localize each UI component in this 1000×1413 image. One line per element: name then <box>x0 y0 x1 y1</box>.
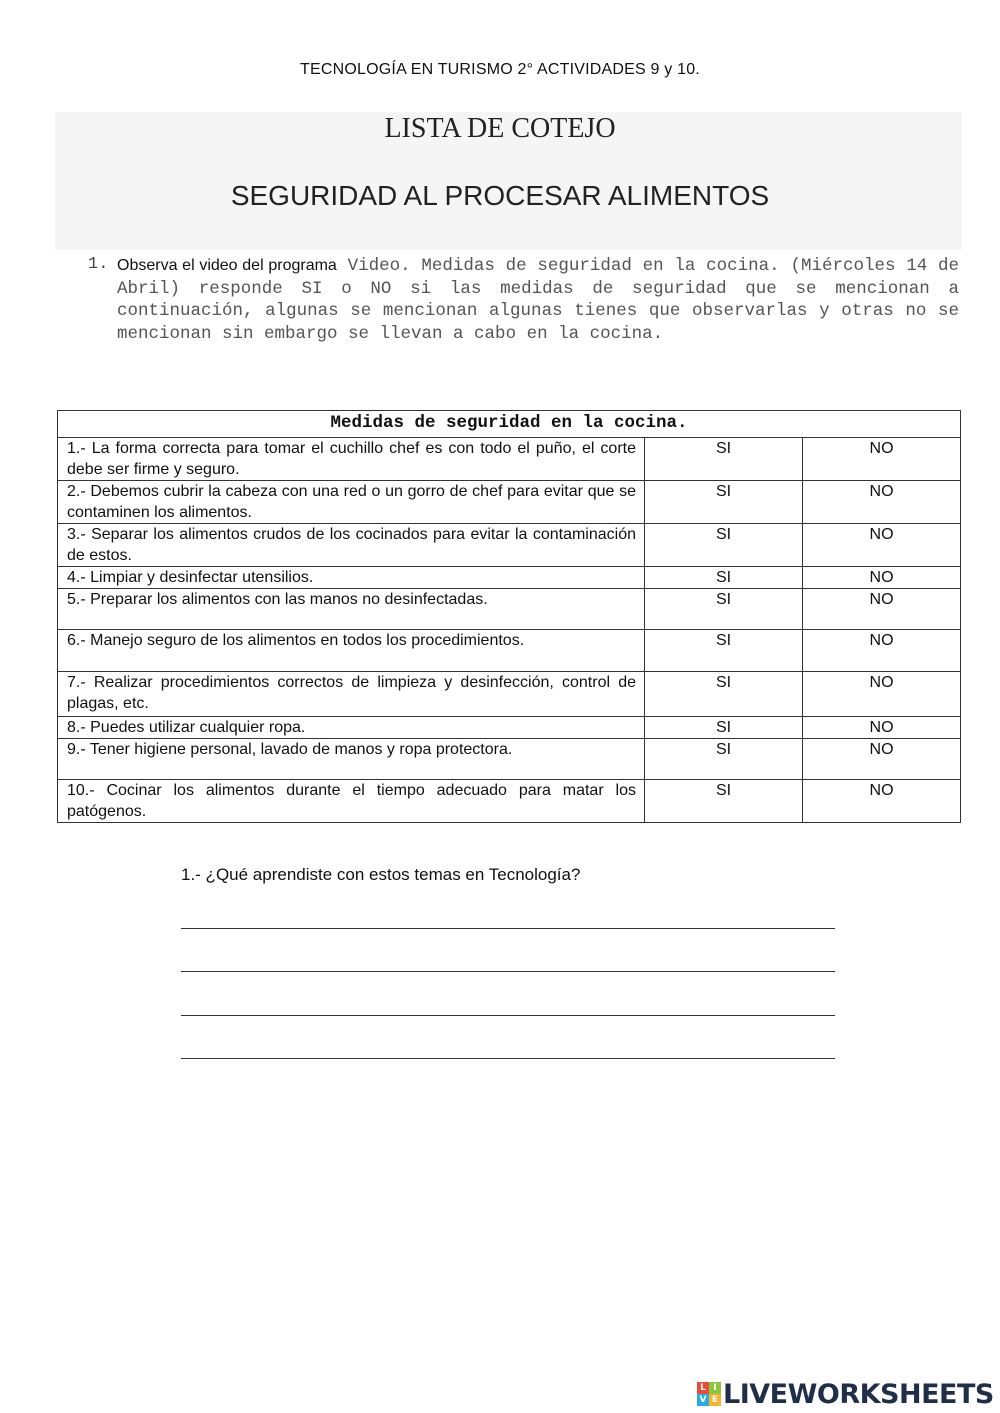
statement-7: 7.- Realizar procedimientos correctos de limpieza y desinfección, control de plagas, etc. <box>58 672 645 717</box>
table-row <box>58 630 961 672</box>
logo-tile-i: I <box>709 1382 721 1394</box>
instruction-lead: Observa el video del programa <box>117 257 337 274</box>
table-row <box>58 567 961 589</box>
subject-line: TECNOLOGÍA EN TURISMO 2° ACTIVIDADES 9 y 10. <box>300 61 700 78</box>
safety-checklist-table <box>57 410 961 823</box>
table-row <box>58 481 961 524</box>
instruction-number: 1. <box>88 255 109 274</box>
logo-tile-l: L <box>697 1382 709 1394</box>
title-topic: SEGURIDAD AL PROCESAR ALIMENTOS <box>230 180 770 211</box>
option-no-1[interactable]: NO <box>803 438 961 481</box>
table-row <box>58 672 961 717</box>
answer-line-1[interactable] <box>181 928 835 929</box>
answer-line-4[interactable] <box>181 1058 835 1059</box>
option-no-9[interactable]: NO <box>803 739 961 780</box>
option-no-10[interactable]: NO <box>803 780 961 823</box>
statement-3: 3.- Separar los alimentos crudos de los cocinados para evitar la contaminación de estos. <box>58 524 645 567</box>
logo-tile-v: V <box>697 1394 709 1406</box>
liveworksheets-logo <box>697 1379 994 1409</box>
table-header: Medidas de seguridad en la cocina. <box>58 411 961 438</box>
instruction-text <box>117 255 959 346</box>
liveworksheets-brand: LIVEWORKSHEETS <box>723 1378 994 1410</box>
statement-4: 4.- Limpiar y desinfectar utensilios. <box>58 567 645 589</box>
statement-1: 1.- La forma correcta para tomar el cuchillo chef es con todo el puño, el corte debe ser firme y seguro. <box>58 438 645 481</box>
table-row <box>58 717 961 739</box>
option-no-6[interactable]: NO <box>803 630 961 672</box>
statement-10: 10.- Cocinar los alimentos durante el tiempo adecuado para matar los patógenos. <box>58 780 645 823</box>
table-row <box>58 780 961 823</box>
statement-5: 5.- Preparar los alimentos con las manos no desinfectadas. <box>58 589 645 630</box>
statement-6: 6.- Manejo seguro de los alimentos en todos los procedimientos. <box>58 630 645 672</box>
statement-9: 9.- Tener higiene personal, lavado de manos y ropa protectora. <box>58 739 645 780</box>
option-si-5[interactable]: SI <box>645 589 803 630</box>
table-row <box>58 438 961 481</box>
option-si-9[interactable]: SI <box>645 739 803 780</box>
option-no-3[interactable]: NO <box>803 524 961 567</box>
option-si-3[interactable]: SI <box>645 524 803 567</box>
option-no-2[interactable]: NO <box>803 481 961 524</box>
title-checklist: LISTA DE COTEJO <box>384 113 616 144</box>
option-si-10[interactable]: SI <box>645 780 803 823</box>
answer-line-3[interactable] <box>181 1015 835 1016</box>
liveworksheets-icon <box>697 1382 721 1406</box>
option-no-8[interactable]: NO <box>803 717 961 739</box>
option-no-7[interactable]: NO <box>803 672 961 717</box>
statement-2: 2.- Debemos cubrir la cabeza con una red o un gorro de chef para evitar que se contaminen los alimentos. <box>58 481 645 524</box>
option-si-4[interactable]: SI <box>645 567 803 589</box>
table-row <box>58 589 961 630</box>
table-row <box>58 739 961 780</box>
option-si-6[interactable]: SI <box>645 630 803 672</box>
answer-line-2[interactable] <box>181 971 835 972</box>
reflection-question: 1.- ¿Qué aprendiste con estos temas en Tecnología? <box>181 865 581 884</box>
logo-tile-e: E <box>709 1394 721 1406</box>
option-no-5[interactable]: NO <box>803 589 961 630</box>
option-si-2[interactable]: SI <box>645 481 803 524</box>
option-si-8[interactable]: SI <box>645 717 803 739</box>
instruction-body: Video. Medidas de seguridad en la cocina. (Miércoles 14 de Abril) responde SI o NO si las medidas de seguridad que se mencionan a continuación, algunas se mencionan algunas tienes que observarlas y otras no se mencionan sin embargo se llevan a cabo en la cocina. <box>117 256 959 345</box>
option-no-4[interactable]: NO <box>803 567 961 589</box>
statement-8: 8.- Puedes utilizar cualquier ropa. <box>58 717 645 739</box>
option-si-1[interactable]: SI <box>645 438 803 481</box>
table-row <box>58 524 961 567</box>
option-si-7[interactable]: SI <box>645 672 803 717</box>
